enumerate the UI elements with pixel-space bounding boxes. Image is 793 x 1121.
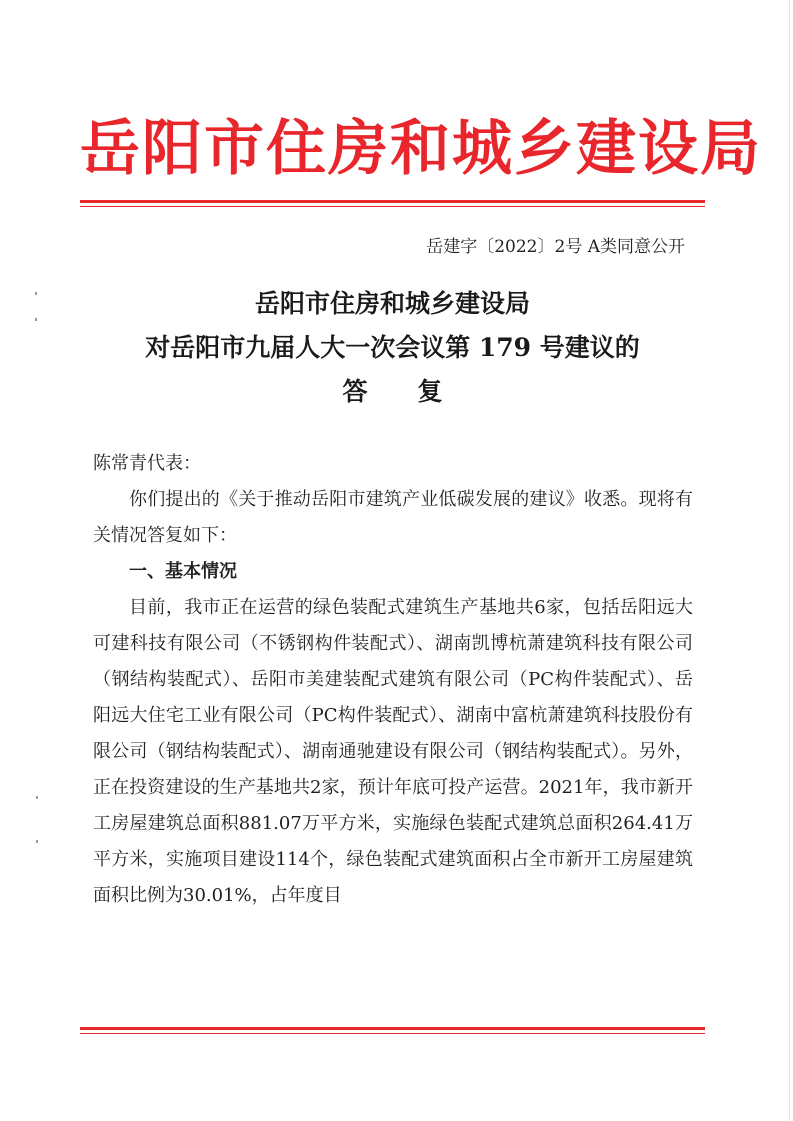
scan-mark [36,796,38,799]
footer-rule-thin [80,1033,705,1034]
masthead-rule-thin [80,206,705,207]
document-title [80,282,705,414]
title-line-1: 岳阳市住房和城乡建设局 [254,289,530,318]
title-line-3: 答复 [342,377,493,406]
footer-rule-thick [80,1027,705,1030]
salutation: 陈常青代表： [93,453,201,474]
masthead-rule-thick [80,200,705,203]
document-body [93,446,693,914]
intro-paragraph: 你们提出的《关于推动岳阳市建筑产业低碳发展的建议》收悉。现将有关情况答复如下： [93,489,693,546]
scan-mark [35,292,37,295]
title-line-2: 对岳阳市九届人大一次会议第 179 号建议的 [145,333,640,362]
masthead-title: 岳阳市住房和城乡建设局 [80,114,762,184]
scan-mark [35,318,37,321]
document-number: 岳建字〔2022〕2号 A类同意公开 [426,237,685,257]
scan-edge [789,0,790,1121]
section1-paragraph: 目前，我市正在运营的绿色装配式建筑生产基地共6家，包括岳阳远大可建科技有限公司（不锈钢构件装配式）、湖南凯博杭萧建筑科技有限公司（钢结构装配式）、岳阳市美建装配式建筑有限公司（PC构件装配式）、岳阳远大住宅工业有限公司（PC构件装配式）、湖南中富杭萧建筑科技股份有限公司（钢结构装配式）、湖南通驰建设有限公司（钢结构装配式）。另外，正在投资建设的生产基地共2家，预计年底可投产运营。2021年，我市新开工房屋建筑总面积881.07万平方米，实施绿色装配式建筑总面积264.41万平方米，实施项目建设114个，绿色装配式建筑面积占全市新开工房屋建筑面积比例为30.01%，占年度目 [93,597,693,906]
section-heading-basic-situation: 一、基本情况 [129,561,237,582]
scan-mark [36,840,38,843]
